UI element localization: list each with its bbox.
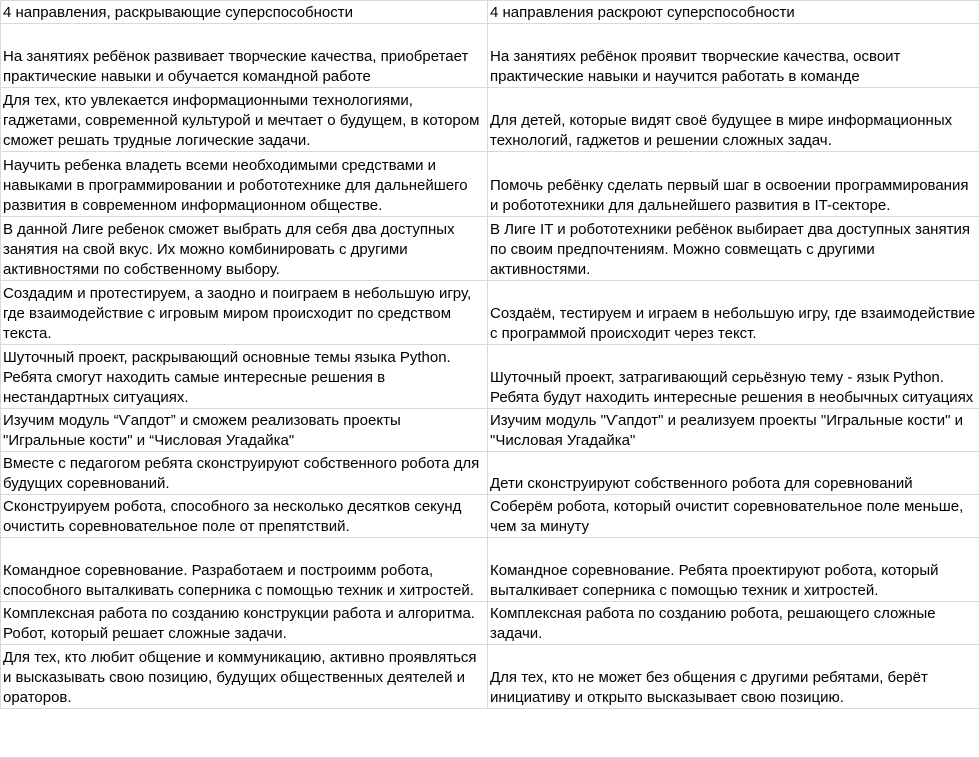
table-row	[1, 645, 979, 709]
cell-revised[interactable]: Изучим модуль "Ѵапдот" и реализуем проекты "Игральные кости" и "Числовая Угадайка"	[488, 409, 979, 452]
cell-original[interactable]: Шуточный проект, раскрывающий основные темы языка Python. Ребята смогут находить самые интересные решения в нестандартных ситуациях.	[1, 345, 488, 409]
cell-original[interactable]: На занятиях ребёнок развивает творческие качества, приобретает практические навыки и обучается командной работе	[1, 24, 488, 88]
cell-revised[interactable]: Соберём робота, который очистит соревновательное поле меньше, чем за минуту	[488, 495, 979, 538]
cell-revised[interactable]: Шуточный проект, затрагивающий серьёзную тему - язык Python. Ребята будут находить интересные решения в необычных ситуациях	[488, 345, 979, 409]
table-row	[1, 495, 979, 538]
table-row	[1, 345, 979, 409]
table-row	[1, 88, 979, 152]
cell-revised[interactable]: Создаём, тестируем и играем в небольшую игру, где взаимодействие с программой происходит через текст.	[488, 281, 979, 345]
cell-original[interactable]: В данной Лиге ребенок сможет выбрать для себя два доступных занятия на свой вкус. Их можно комбинировать с другими активностями по собственному выбору.	[1, 217, 488, 281]
cell-original[interactable]: Создадим и протестируем, а заодно и поиграем в небольшую игру, где взаимодействие с игровым миром происходит по средством текста.	[1, 281, 488, 345]
cell-revised[interactable]: Комплексная работа по созданию робота, решающего сложные задачи.	[488, 602, 979, 645]
table-row	[1, 152, 979, 217]
header-cell-original[interactable]: 4 направления, раскрывающие суперспособности	[1, 1, 488, 24]
cell-original[interactable]: Сконструируем робота, способного за несколько десятков секунд очистить соревновательное поле от препятствий.	[1, 495, 488, 538]
header-cell-revised[interactable]: 4 направления раскроют суперспособности	[488, 1, 979, 24]
cell-original[interactable]: Изучим модуль “Ѵапдот” и сможем реализовать проекты "Игральные кости" и “Числовая Угадайка"	[1, 409, 488, 452]
cell-revised[interactable]: На занятиях ребёнок проявит творческие качества, освоит практические навыки и научится работать в команде	[488, 24, 979, 88]
header-row	[1, 1, 979, 24]
cell-original[interactable]: Научить ребенка владеть всеми необходимыми средствами и навыками в программировании и робототехнике для дальнейшего развития в современном информационном обществе.	[1, 152, 488, 217]
cell-revised[interactable]: Дети сконструируют собственного робота для соревнований	[488, 452, 979, 495]
cell-original[interactable]: Командное соревнование. Разработаем и построимм робота, способного выталкивать соперника с помощью техник и хитростей.	[1, 538, 488, 602]
table-row	[1, 452, 979, 495]
cell-revised[interactable]: Для детей, которые видят своё будущее в мире информационных технологий, гаджетов и решении сложных задач.	[488, 88, 979, 152]
cell-revised[interactable]: Командное соревнование. Ребята проектируют робота, который выталкивает соперника с помощью техник и хитростей.	[488, 538, 979, 602]
cell-original[interactable]: Для тех, кто любит общение и коммуникацию, активно проявляться и высказывать свою позицию, будущих общественных деятелей и ораторов.	[1, 645, 488, 709]
cell-revised[interactable]: Для тех, кто не может без общения с другими ребятами, берёт инициативу и открыто высказывает свою позицию.	[488, 645, 979, 709]
cell-revised[interactable]: В Лиге IT и робототехники ребёнок выбирает два доступных занятия по своим предпочтениям. Можно совмещать с другими активностями.	[488, 217, 979, 281]
table-row	[1, 409, 979, 452]
table-row	[1, 217, 979, 281]
cell-original[interactable]: Комплексная работа по созданию конструкции работа и алгоритма. Робот, который решает сложные задачи.	[1, 602, 488, 645]
table-row	[1, 24, 979, 88]
table-row	[1, 602, 979, 645]
cell-original[interactable]: Вместе с педагогом ребята сконструируют собственного робота для будущих соревнований.	[1, 452, 488, 495]
cell-revised[interactable]: Помочь ребёнку сделать первый шаг в освоении программирования и робототехники для дальнейшего развития в IT-секторе.	[488, 152, 979, 217]
cell-original[interactable]: Для тех, кто увлекается информационными технологиями, гаджетами, современной культурой и мечтает о будущем, в котором сможет решать трудные логические задачи.	[1, 88, 488, 152]
table-row	[1, 538, 979, 602]
table-row	[1, 281, 979, 345]
